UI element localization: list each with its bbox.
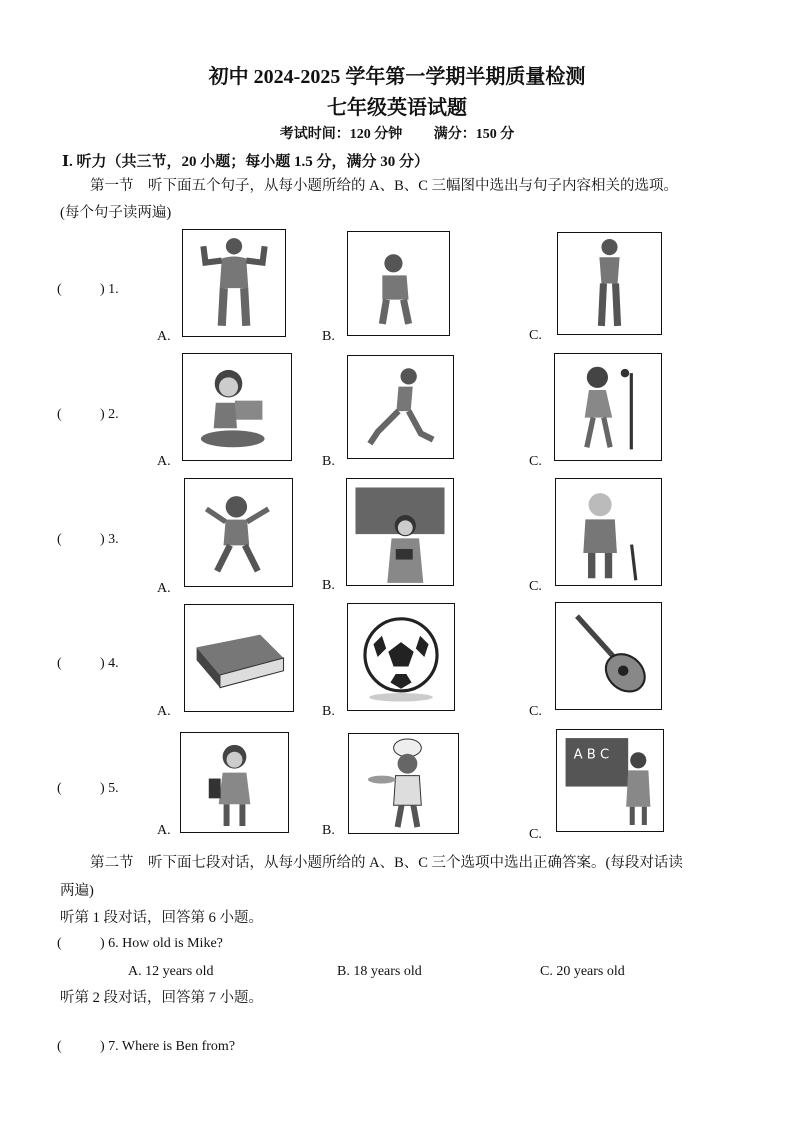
part2-instruction-cont: 两遍) [60,883,94,899]
question-number: ) 5. [100,781,119,796]
book-icon[interactable] [184,604,294,712]
choice-label-a: A. [157,581,171,596]
answer-blank-open: ( [57,936,62,951]
question-number: ) 4. [100,656,119,671]
choice-label-c: C. [529,827,542,842]
q6-option-b[interactable]: B. 18 years old [337,964,422,979]
question-7: ) 7. Where is Ben from? [100,1039,236,1054]
question-number: ) 3. [100,532,119,547]
answer-blank-open: ( [57,532,62,547]
teacher-icon[interactable] [346,478,454,586]
answer-blank-open: ( [57,407,62,422]
exam-title: 初中 2024-2025 学年第一学期半期质量检测 [208,66,586,88]
choice-label-c: C. [529,704,542,719]
short-boy-icon[interactable] [347,231,450,336]
choice-label-a: A. [157,454,171,469]
question-number: ) 2. [100,407,119,422]
part1-instruction-note: (每个句子读两遍) [60,205,172,221]
answer-blank-open: ( [57,781,62,796]
question-6: ) 6. How old is Mike? [100,936,223,951]
choice-label-a: A. [157,704,171,719]
part1-instruction: 第一节 听下面五个句子，从每小题所给的 A、B、C 三幅图中选出与句子内容相关的选项。 [90,178,679,194]
girl-reading-icon[interactable] [182,353,292,461]
exam-info [0,123,794,143]
choice-label-b: B. [322,704,335,719]
answer-blank-open: ( [57,656,62,671]
guitar-icon[interactable] [555,602,662,710]
schoolgirl-icon[interactable] [180,732,289,833]
answer-blank-open: ( [57,282,62,297]
tall-boy-icon[interactable] [557,232,662,335]
girl-running-icon[interactable] [347,355,454,459]
exam-time: 考试时间：120 分钟 [279,127,403,142]
part2-instruction: 第二节 听下面七段对话，从每小题所给的 A、B、C 三个选项中选出正确答案。(每段对话读 [90,855,683,871]
dialog-1-intro: 听第 1 段对话，回答第 6 小题。 [60,910,263,926]
svg-text:A B C: A B C [573,747,610,763]
choice-label-b: B. [322,578,335,593]
dialog-2-intro: 听第 2 段对话，回答第 7 小题。 [60,990,263,1006]
choice-label-b: B. [322,329,335,344]
chef-girl-icon[interactable] [348,733,459,834]
boy-student-icon[interactable] [184,478,293,587]
choice-label-a: A. [157,823,171,838]
choice-label-a: A. [157,329,171,344]
strong-man-icon[interactable] [182,229,286,337]
choice-label-c: C. [529,579,542,594]
choice-label-b: B. [322,454,335,469]
q6-option-a[interactable]: A. 12 years old [128,964,214,979]
old-man-icon[interactable] [555,478,662,586]
section-heading: Ⅰ. 听力（共三节，20 小题；每小题 1.5 分，满分 30 分） [62,154,430,170]
exam-score: 满分：150 分 [433,127,515,142]
choice-label-c: C. [529,328,542,343]
answer-blank-open: ( [57,1039,62,1054]
girl-singing-icon[interactable] [554,353,662,461]
exam-subtitle: 七年级英语试题 [327,97,467,119]
soccer-ball-icon[interactable] [347,603,455,711]
teacher-board-icon[interactable] [556,729,664,832]
choice-label-c: C. [529,454,542,469]
q6-option-c[interactable]: C. 20 years old [540,964,625,979]
question-number: ) 1. [100,282,119,297]
choice-label-b: B. [322,823,335,838]
